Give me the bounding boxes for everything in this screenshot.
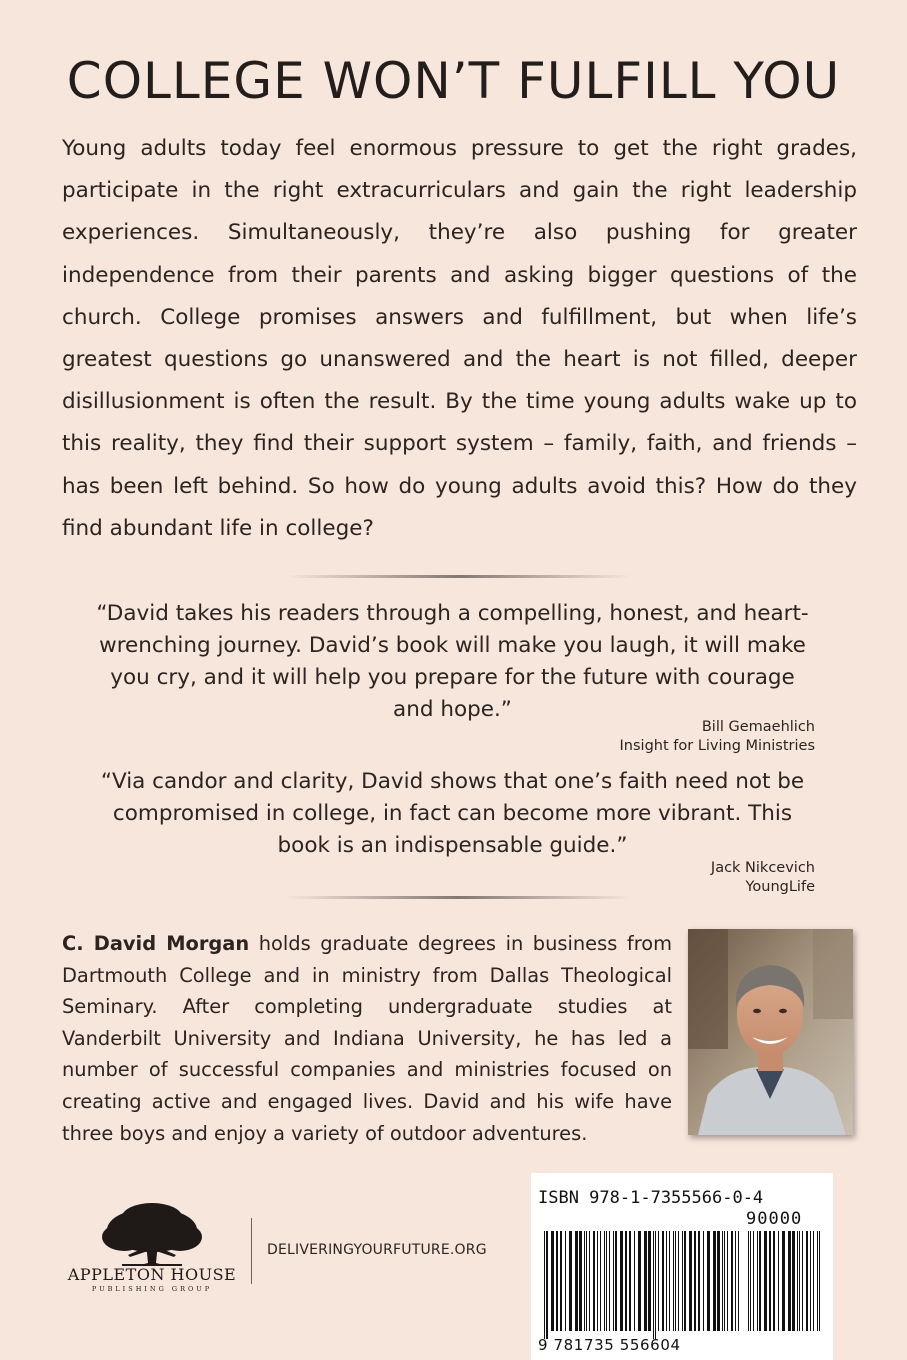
barcode-bar (662, 1231, 664, 1331)
barcode-bar (579, 1231, 582, 1331)
barcode-bar (707, 1231, 710, 1331)
barcode-bar (666, 1231, 667, 1331)
barcode-bar (722, 1231, 723, 1331)
barcode-bar (609, 1231, 610, 1331)
barcode-bar (615, 1231, 617, 1331)
author-portrait-image (688, 929, 853, 1135)
barcode-bar (802, 1231, 803, 1331)
barcode-bar (813, 1231, 814, 1331)
barcode-bar (655, 1231, 656, 1339)
barcode-bar (684, 1231, 686, 1331)
barcode-bar (613, 1231, 614, 1331)
barcode-bar (625, 1231, 627, 1331)
barcode-bar (797, 1231, 798, 1331)
barcode-bar (673, 1231, 674, 1331)
book-blurb: Young adults today feel enormous pressure to get the right grades, participate in the right extracurriculars and gain the right leadership experiences. Simultaneously, they’re also pushing for greater independence from their parents and asking bigger questions of the church. College promises answers and fulfillment, but when life’s greatest questions go unanswered and the heart is not filled, deeper disillusionment is often the result. By the time young adults wake up to this reality, they find their support system – family, faith, and friends – has been left behind. So how do young adults avoid this? How do they find abundant life in college? (62, 136, 857, 541)
barcode-bar (694, 1231, 696, 1331)
barcode-bar (764, 1231, 767, 1331)
barcode-bar (678, 1231, 679, 1331)
logo-separator (251, 1218, 252, 1284)
barcode-number: 9 781735 556604 (538, 1336, 681, 1354)
website-url: DELIVERINGYOURFUTURE.ORG (267, 1242, 487, 1258)
barcode-bar (817, 1231, 818, 1331)
barcode-bar (689, 1231, 692, 1331)
barcode-bar (644, 1231, 647, 1331)
barcode-addon-number: 90000 (746, 1209, 803, 1229)
barcode-bar (735, 1231, 736, 1331)
divider-bottom (286, 896, 631, 899)
quote-2-org: YoungLife (745, 879, 815, 895)
quote-2-author: Jack Nikcevich (710, 860, 815, 876)
quote-1-text: “David takes his readers through a compelling, honest, and heart-wrenching journey. David’s book will make you laugh, it will make you cry, and it will help you prepare for the future with courage and hope.” (96, 601, 809, 722)
barcode-bar (575, 1231, 578, 1331)
barcode-bar (653, 1231, 654, 1339)
barcode-bar (773, 1231, 775, 1331)
barcode-bar (788, 1231, 791, 1331)
barcode-bar (819, 1231, 820, 1331)
publisher-name: APPLETON HOUSE (67, 1265, 237, 1284)
barcode-bar (750, 1231, 751, 1331)
publisher-subtitle: PUBLISHING GROUP (91, 1285, 213, 1293)
barcode-bar (629, 1231, 631, 1331)
barcode-bar (606, 1231, 607, 1331)
quote-1-author: Bill Gemaehlich (701, 719, 815, 735)
barcode-bar (703, 1231, 704, 1331)
barcode-bar (757, 1231, 758, 1331)
barcode-bar (806, 1231, 808, 1331)
barcode-bar (584, 1231, 585, 1331)
barcode-bar (569, 1231, 572, 1331)
barcode-bar (589, 1231, 590, 1331)
barcode-bar (551, 1231, 554, 1331)
author-photo (688, 929, 853, 1135)
quote-2-text: “Via candor and clarity, David shows that one’s faith need not be compromised in college, in fact can become more vibrant. This book is an indispensable guide.” (100, 769, 805, 858)
barcode-bar (731, 1231, 733, 1331)
barcode-bar (738, 1231, 739, 1331)
barcode-bar (620, 1231, 623, 1331)
barcode-bar (546, 1231, 548, 1339)
barcode-bar (799, 1231, 800, 1331)
barcode-bar (638, 1231, 641, 1331)
barcode-bar (753, 1231, 754, 1331)
barcode-bar (717, 1231, 720, 1331)
barcode-bar (658, 1231, 659, 1331)
barcode-bar (648, 1231, 651, 1331)
barcode-bar (810, 1231, 811, 1331)
barcode-bar (782, 1231, 785, 1331)
isbn-label: ISBN 978-1-7355566-0-4 (538, 1188, 764, 1208)
author-bio-text: holds graduate degrees in business from Dartmouth College and in ministry from Dallas Theological Seminary. After completing undergraduate studies at Vanderbilt University and Indiana University, he has led a number of successful companies and ministries focused on creating active and engaged lives. David and his wife have three boys and enjoy a variety of outdoor adventures. (62, 932, 672, 1145)
barcode-bar (698, 1231, 700, 1331)
barcode-bar (713, 1231, 716, 1331)
barcode-bar (724, 1231, 725, 1331)
barcode-bar (560, 1231, 562, 1331)
barcode-bar (727, 1231, 728, 1331)
barcode-bars (538, 1231, 828, 1339)
barcode-bar (682, 1231, 683, 1331)
barcode-bar (544, 1231, 545, 1339)
barcode-bar (792, 1231, 795, 1331)
barcode-bar (604, 1231, 605, 1331)
barcode-bar (556, 1231, 558, 1331)
quote-1-org: Insight for Living Ministries (619, 738, 815, 754)
book-title: COLLEGE WON’T FULFILL YOU (66, 52, 841, 110)
barcode-bar (675, 1231, 676, 1331)
barcode-bar (778, 1231, 779, 1331)
barcode-bar (669, 1231, 670, 1331)
barcode-bar (634, 1231, 635, 1331)
barcode-bar (748, 1231, 749, 1331)
divider-top (286, 575, 631, 578)
barcode-bar (586, 1231, 587, 1331)
barcode-bar (597, 1231, 598, 1331)
barcode-bar (600, 1231, 601, 1331)
barcode-bar (769, 1231, 771, 1331)
barcode-bar (565, 1231, 566, 1331)
barcode-bar (759, 1231, 761, 1331)
barcode-bar (593, 1231, 595, 1331)
author-name: C. David Morgan (62, 932, 250, 955)
author-bio (62, 928, 672, 1149)
